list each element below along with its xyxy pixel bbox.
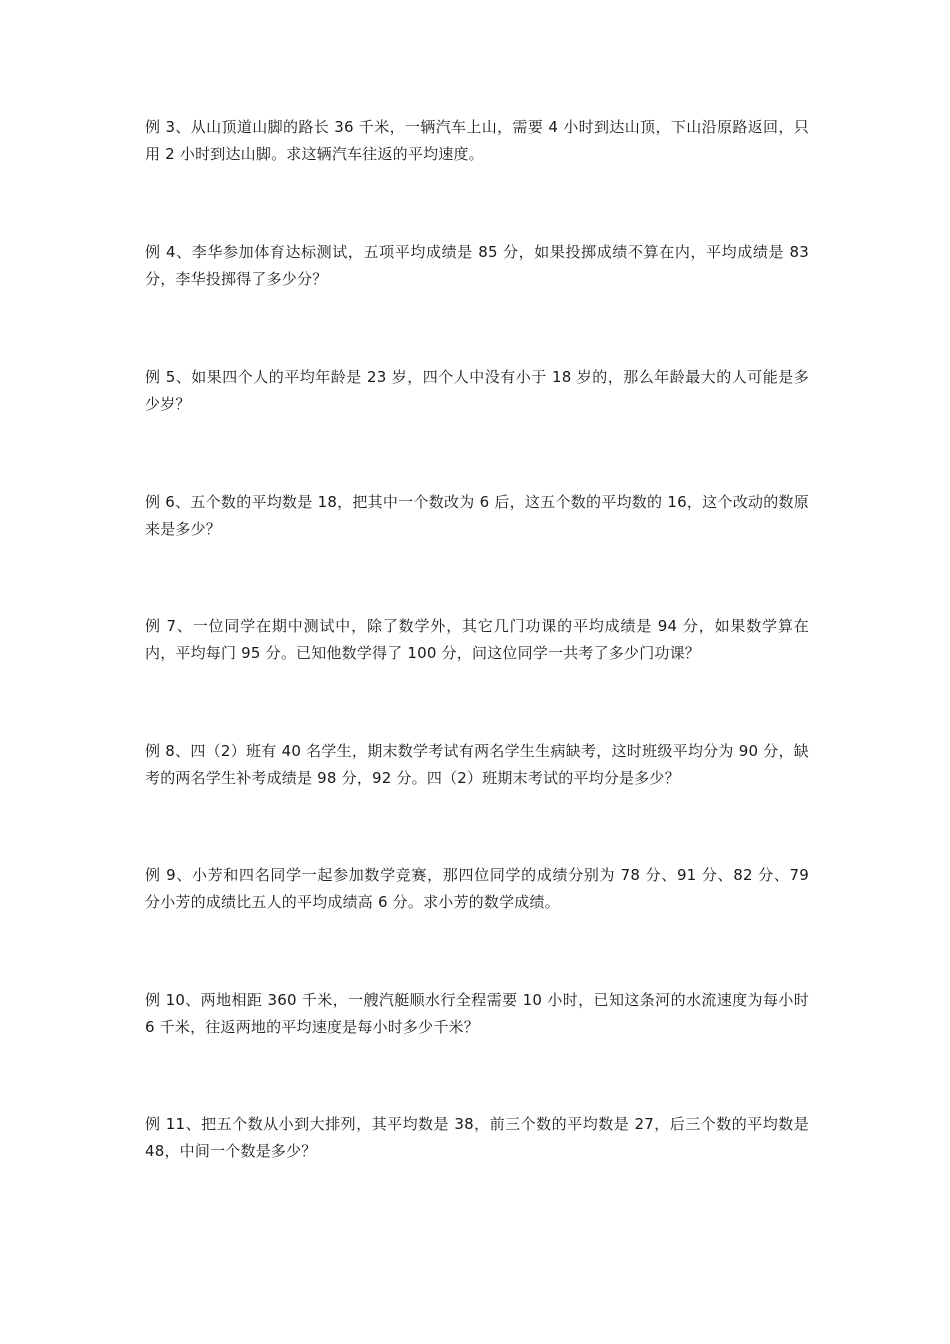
problem-example-4: 例 4、李华参加体育达标测试，五项平均成绩是 85 分，如果投掷成绩不算在内，平均成绩是 83 分，李华投掷得了多少分？ [145,243,809,288]
problem-example-6: 例 6、五个数的平均数是 18，把其中一个数改为 6 后，这五个数的平均数的 16，这个改动的数原来是多少？ [145,493,809,538]
problem-example-7: 例 7、一位同学在期中测试中，除了数学外，其它几门功课的平均成绩是 94 分，如果数学算在内，平均每门 95 分。已知他数学得了 100 分，问这位同学一共考了多少门功课？ [145,617,809,662]
problem-example-11: 例 11、把五个数从小到大排列，其平均数是 38，前三个数的平均数是 27，后三个数的平均数是 48，中间一个数是多少？ [145,1115,809,1160]
problem-example-10: 例 10、两地相距 360 千米，一艘汽艇顺水行全程需要 10 小时，已知这条河的水流速度为每小时 6 千米，往返两地的平均速度是每小时多少千米？ [145,991,809,1036]
problem-example-3: 例 3、从山顶道山脚的路长 36 千米，一辆汽车上山，需要 4 小时到达山顶，下山沿原路返回，只用 2 小时到达山脚。求这辆汽车往返的平均速度。 [145,118,809,163]
problem-example-8: 例 8、四（2）班有 40 名学生，期末数学考试有两名学生生病缺考，这时班级平均分为 90 分，缺考的两名学生补考成绩是 98 分，92 分。四（2）班期末考试的平均分是多少？ [145,742,809,787]
problem-example-5: 例 5、如果四个人的平均年龄是 23 岁，四个人中没有小于 18 岁的，那么年龄最大的人可能是多少岁？ [145,368,809,413]
problem-example-9: 例 9、小芳和四名同学一起参加数学竞赛，那四位同学的成绩分别为 78 分、91 分、82 分、79 分小芳的成绩比五人的平均成绩高 6 分。求小芳的数学成绩。 [145,866,809,911]
